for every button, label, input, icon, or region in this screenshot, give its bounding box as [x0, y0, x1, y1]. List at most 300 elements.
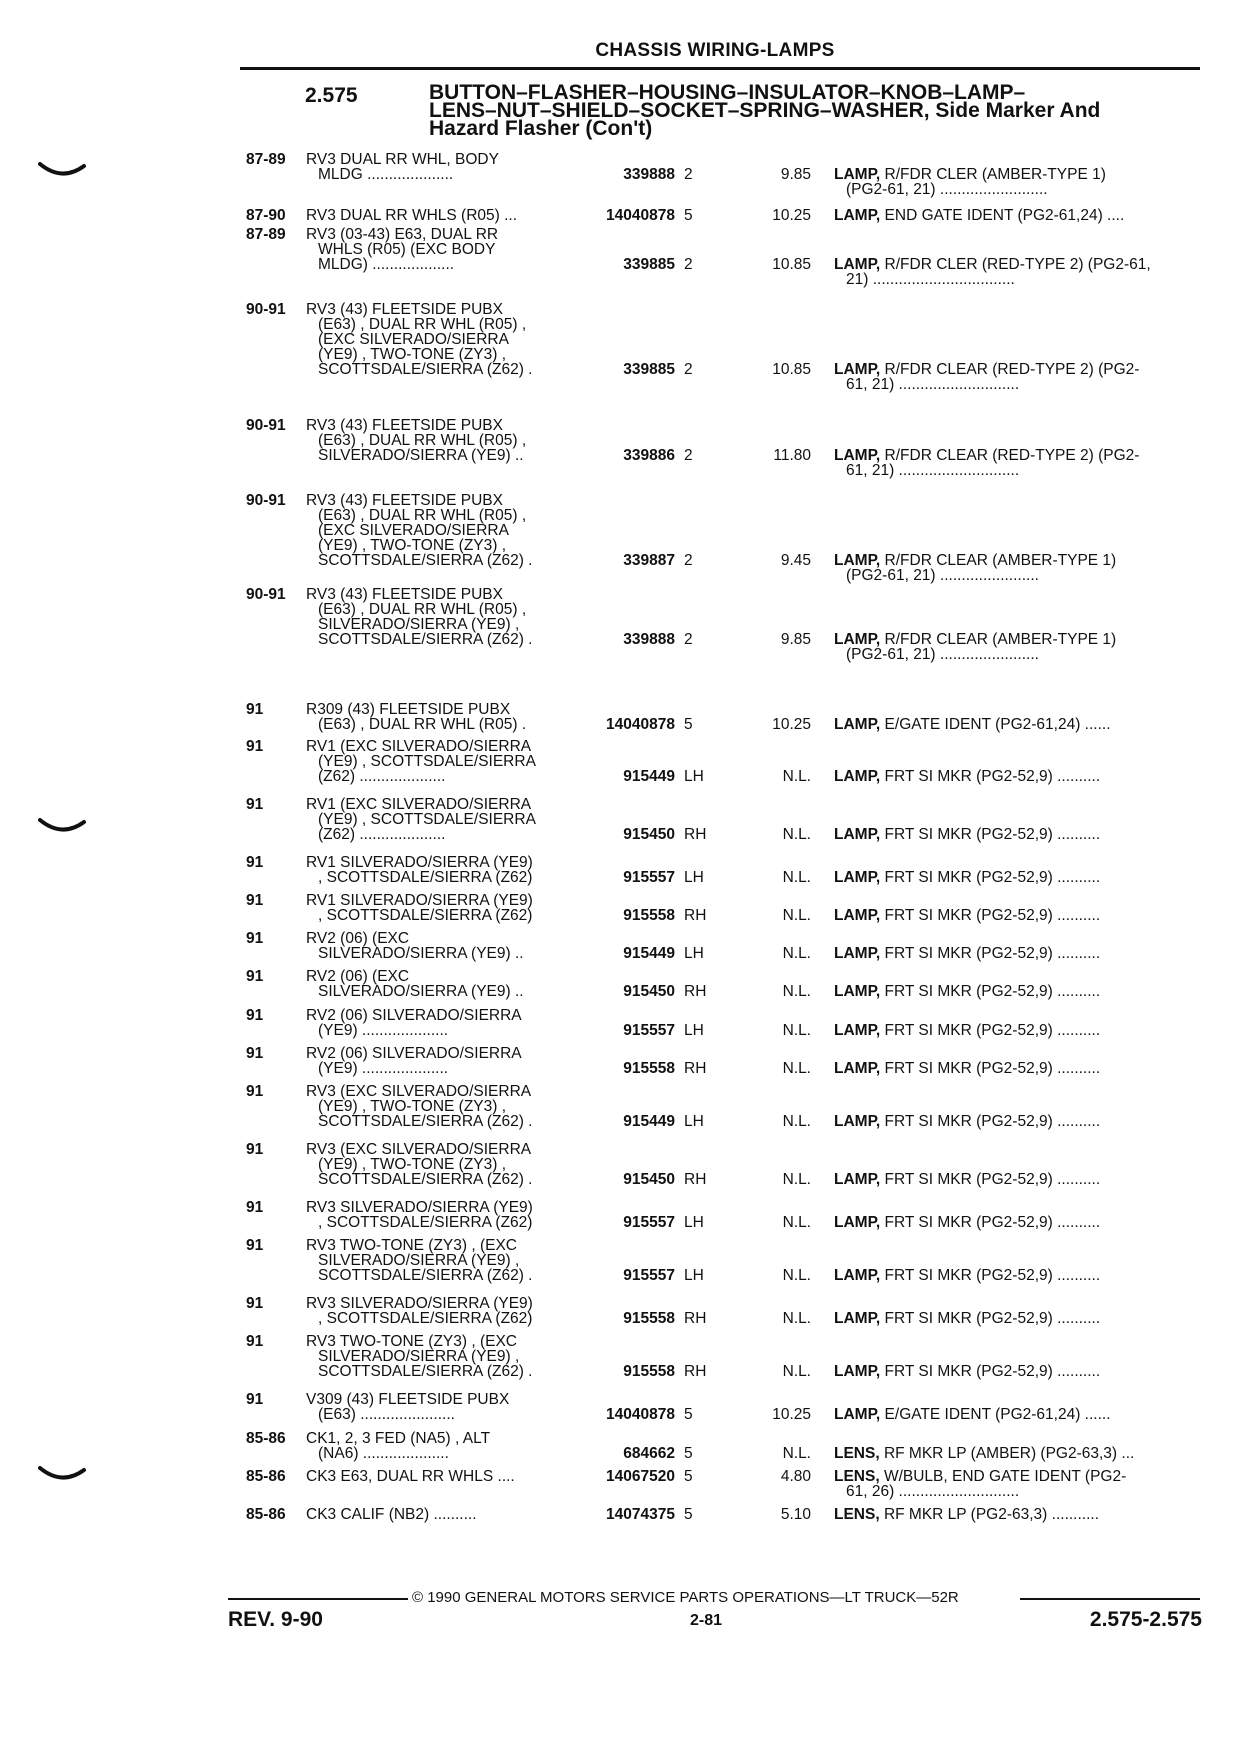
model-year: 91	[246, 1333, 264, 1350]
part-name	[834, 946, 1198, 961]
part-name-text: R/FDR CLER (AMBER-TYPE 1)	[884, 166, 1106, 183]
part-name-line: 21) .................................	[846, 271, 1015, 288]
description-line: (EXC SILVERADO/SIERRA	[318, 522, 509, 539]
part-number: 14040878	[606, 716, 675, 733]
description-line: (E63) , DUAL RR WHL (R05) .	[318, 716, 527, 733]
price: 9.85	[780, 631, 811, 648]
description-line: MLDG ....................	[318, 166, 454, 183]
part-name-text: FRT SI MKR (PG2-52,9) ..........	[884, 826, 1101, 843]
part-name-line	[834, 1407, 1198, 1422]
price: 5.10	[780, 1506, 811, 1523]
description-line: (YE9) , TWO-TONE (ZY3) ,	[318, 346, 507, 363]
quantity: LH	[684, 768, 704, 785]
quantity: RH	[684, 1363, 707, 1380]
part-name-keyword: LAMP,	[834, 1267, 881, 1284]
part-name-line	[834, 827, 1198, 842]
part-name-text: FRT SI MKR (PG2-52,9) ..........	[884, 1060, 1101, 1077]
part-name-keyword: LAMP,	[834, 361, 881, 378]
price: 10.85	[772, 256, 811, 273]
part-name-text: E/GATE IDENT (PG2-61,24) ......	[884, 1406, 1111, 1423]
application-description	[306, 855, 574, 885]
model-year: 91	[246, 1237, 264, 1254]
description-line: (E63) , DUAL RR WHL (R05) ,	[318, 316, 527, 333]
model-year: 90-91	[246, 301, 286, 318]
part-name-text: RF MKR LP (AMBER) (PG2-63,3) ...	[883, 1445, 1135, 1462]
application-description	[306, 797, 574, 842]
part-name-text: FRT SI MKR (PG2-52,9) ..........	[884, 1113, 1101, 1130]
part-name-line	[834, 448, 1198, 463]
model-year: 91	[246, 930, 264, 947]
application-description	[306, 1507, 574, 1522]
description-line: RV1 (EXC SILVERADO/SIERRA	[306, 796, 532, 813]
quantity: 2	[684, 361, 693, 378]
part-name-keyword: LAMP,	[834, 447, 881, 464]
price: N.L.	[782, 907, 811, 924]
part-name-text: FRT SI MKR (PG2-52,9) ..........	[884, 1267, 1101, 1284]
description-line: (E63) , DUAL RR WHL (R05) ,	[318, 507, 527, 524]
part-name	[834, 717, 1198, 732]
description-line: SILVERADO/SIERRA (YE9) ,	[318, 616, 520, 633]
description-line: R309 (43) FLEETSIDE PUBX	[306, 701, 511, 718]
quantity: 5	[684, 1506, 693, 1523]
quantity: RH	[684, 826, 707, 843]
model-year: 91	[246, 1295, 264, 1312]
model-year: 91	[246, 701, 264, 718]
price: 10.85	[772, 361, 811, 378]
description-line: RV2 (06) (EXC	[306, 968, 410, 985]
part-name-text: FRT SI MKR (PG2-52,9) ..........	[884, 1310, 1101, 1327]
part-name	[834, 1215, 1198, 1230]
application-description	[306, 1392, 574, 1422]
application-description	[306, 418, 574, 463]
footer-section-range: 2.575-2.575	[1089, 1608, 1202, 1631]
part-name-line: 61, 26) ............................	[846, 1483, 1020, 1500]
hole-punch-mark	[38, 162, 86, 178]
part-name-line	[834, 1507, 1198, 1522]
part-name-keyword: LAMP,	[834, 1171, 881, 1188]
part-name-line	[834, 1446, 1198, 1461]
part-number: 339886	[623, 447, 675, 464]
application-description	[306, 208, 574, 223]
part-name-keyword: LAMP,	[834, 869, 881, 886]
application-description	[306, 739, 574, 784]
price: N.L.	[782, 945, 811, 962]
part-name-text: R/FDR CLER (RED-TYPE 2) (PG2-61,	[884, 256, 1151, 273]
application-description	[306, 1046, 574, 1076]
part-name-text: R/FDR CLEAR (AMBER-TYPE 1)	[884, 631, 1117, 648]
part-name-keyword: LENS,	[834, 1506, 880, 1523]
description-line: SILVERADO/SIERRA (YE9) ..	[318, 945, 524, 962]
quantity: RH	[684, 1060, 707, 1077]
part-name-line	[834, 769, 1198, 784]
part-name	[834, 1507, 1198, 1522]
model-year: 87-89	[246, 226, 286, 243]
price: N.L.	[782, 1060, 811, 1077]
description-line: RV3 TWO-TONE (ZY3) , (EXC	[306, 1333, 517, 1350]
model-year: 85-86	[246, 1468, 286, 1485]
part-name-line	[834, 984, 1198, 999]
part-name	[834, 827, 1198, 842]
part-name-line	[834, 1469, 1198, 1484]
quantity: 2	[684, 166, 693, 183]
quantity: RH	[684, 907, 707, 924]
part-number: 915557	[623, 1267, 675, 1284]
description-line: SILVERADO/SIERRA (YE9) ,	[318, 1348, 520, 1365]
description-line: (YE9) , TWO-TONE (ZY3) ,	[318, 537, 507, 554]
hole-punch-mark	[38, 1466, 86, 1482]
part-name	[834, 553, 1198, 583]
footer-rule-right	[1020, 1598, 1200, 1600]
description-line: SCOTTSDALE/SIERRA (Z62) .	[318, 1363, 533, 1380]
description-line: (Z62) ....................	[318, 768, 446, 785]
description-line: CK1, 2, 3 FED (NA5) , ALT	[306, 1430, 491, 1447]
quantity: 5	[684, 1445, 693, 1462]
description-line: RV1 SILVERADO/SIERRA (YE9)	[306, 854, 533, 871]
footer-page-number: 2-81	[690, 1612, 723, 1629]
part-name-text: FRT SI MKR (PG2-52,9) ..........	[884, 1214, 1101, 1231]
price: 10.25	[772, 207, 811, 224]
description-line: (E63) , DUAL RR WHL (R05) ,	[318, 601, 527, 618]
part-name	[834, 1446, 1198, 1461]
part-number: 915557	[623, 869, 675, 886]
part-name-keyword: LAMP,	[834, 945, 881, 962]
description-line: RV1 SILVERADO/SIERRA (YE9)	[306, 892, 533, 909]
model-year: 91	[246, 1083, 264, 1100]
part-name-keyword: LAMP,	[834, 1022, 881, 1039]
part-name	[834, 448, 1198, 478]
application-description	[306, 1296, 574, 1326]
description-line: (EXC SILVERADO/SIERRA	[318, 331, 509, 348]
part-number: 915450	[623, 1171, 675, 1188]
description-line: WHLS (R05) (EXC BODY	[318, 241, 496, 258]
part-name-keyword: LAMP,	[834, 1363, 881, 1380]
footer-rule-left	[228, 1598, 408, 1600]
part-name	[834, 167, 1198, 197]
part-name-line	[834, 1215, 1198, 1230]
part-name	[834, 632, 1198, 662]
quantity: 2	[684, 631, 693, 648]
part-name-keyword: LAMP,	[834, 826, 881, 843]
description-line: (E63) ......................	[318, 1406, 455, 1423]
model-year: 91	[246, 1141, 264, 1158]
part-number: 915450	[623, 826, 675, 843]
part-name-text: FRT SI MKR (PG2-52,9) ..........	[884, 983, 1101, 1000]
part-name	[834, 1023, 1198, 1038]
part-number: 14074375	[606, 1506, 675, 1523]
part-name-line	[834, 632, 1198, 647]
quantity: RH	[684, 983, 707, 1000]
part-name	[834, 1172, 1198, 1187]
price: N.L.	[782, 1363, 811, 1380]
part-number: 915450	[623, 983, 675, 1000]
part-number: 915557	[623, 1214, 675, 1231]
price: N.L.	[782, 1445, 811, 1462]
model-year: 91	[246, 1391, 264, 1408]
part-name-line: (PG2-61, 21) .........................	[846, 181, 1048, 198]
part-name-keyword: LENS,	[834, 1445, 880, 1462]
description-line: (E63) , DUAL RR WHL (R05) ,	[318, 432, 527, 449]
part-number: 339887	[623, 552, 675, 569]
part-name-line	[834, 946, 1198, 961]
quantity: 5	[684, 1468, 693, 1485]
part-name-line	[834, 870, 1198, 885]
part-name-line	[834, 1061, 1198, 1076]
part-number: 339885	[623, 256, 675, 273]
description-line: (NA6) ....................	[318, 1445, 449, 1462]
price: 11.80	[773, 447, 811, 464]
quantity: LH	[684, 1113, 704, 1130]
part-name	[834, 1469, 1198, 1499]
description-line: SILVERADO/SIERRA (YE9) ..	[318, 447, 524, 464]
quantity: RH	[684, 1310, 707, 1327]
description-line: , SCOTTSDALE/SIERRA (Z62)	[318, 1310, 533, 1327]
part-name	[834, 1311, 1198, 1326]
description-line: CK3 E63, DUAL RR WHLS ....	[306, 1468, 515, 1485]
part-name-line	[834, 1114, 1198, 1129]
part-name-text: END GATE IDENT (PG2-61,24) ....	[884, 207, 1125, 224]
description-line: RV3 SILVERADO/SIERRA (YE9)	[306, 1295, 533, 1312]
part-name-line	[834, 717, 1198, 732]
description-line: RV1 (EXC SILVERADO/SIERRA	[306, 738, 532, 755]
part-name-keyword: LAMP,	[834, 716, 881, 733]
description-line: RV3 TWO-TONE (ZY3) , (EXC	[306, 1237, 517, 1254]
description-line: RV3 (43) FLEETSIDE PUBX	[306, 586, 503, 603]
model-year: 91	[246, 1045, 264, 1062]
part-name-text: E/GATE IDENT (PG2-61,24) ......	[884, 716, 1111, 733]
part-name-keyword: LAMP,	[834, 166, 881, 183]
price: N.L.	[782, 983, 811, 1000]
part-name-keyword: LAMP,	[834, 1214, 881, 1231]
description-line: (YE9) , TWO-TONE (ZY3) ,	[318, 1156, 507, 1173]
description-line: RV3 (EXC SILVERADO/SIERRA	[306, 1083, 532, 1100]
description-line: RV2 (06) SILVERADO/SIERRA	[306, 1007, 522, 1024]
part-number: 339888	[623, 631, 675, 648]
model-year: 91	[246, 796, 264, 813]
description-line: (Z62) ....................	[318, 826, 446, 843]
price: N.L.	[782, 1214, 811, 1231]
model-year: 91	[246, 854, 264, 871]
description-line: RV2 (06) (EXC	[306, 930, 410, 947]
description-line: RV3 (03-43) E63, DUAL RR	[306, 226, 499, 243]
part-name	[834, 870, 1198, 885]
model-year: 91	[246, 1007, 264, 1024]
part-number: 339885	[623, 361, 675, 378]
part-name-line	[834, 1311, 1198, 1326]
quantity: 5	[684, 716, 693, 733]
description-line: , SCOTTSDALE/SIERRA (Z62)	[318, 1214, 533, 1231]
quantity: LH	[684, 945, 704, 962]
description-line: SILVERADO/SIERRA (YE9) ,	[318, 1252, 520, 1269]
description-line: (YE9) ....................	[318, 1022, 449, 1039]
application-description	[306, 1334, 574, 1379]
part-name-line	[834, 167, 1198, 182]
part-name	[834, 1114, 1198, 1129]
part-number: 915558	[623, 1060, 675, 1077]
part-name-line	[834, 908, 1198, 923]
description-line: RV3 (43) FLEETSIDE PUBX	[306, 492, 503, 509]
quantity: LH	[684, 1022, 704, 1039]
application-description	[306, 1084, 574, 1129]
price: 9.45	[780, 552, 811, 569]
part-name-keyword: LAMP,	[834, 207, 881, 224]
part-number: 915449	[623, 945, 675, 962]
part-name-line: (PG2-61, 21) .......................	[846, 567, 1039, 584]
price: N.L.	[782, 1171, 811, 1188]
price: N.L.	[782, 826, 811, 843]
part-name-line	[834, 1268, 1198, 1283]
price: N.L.	[782, 1022, 811, 1039]
part-name	[834, 1061, 1198, 1076]
application-description	[306, 702, 574, 732]
part-name-line: (PG2-61, 21) .......................	[846, 646, 1039, 663]
application-description	[306, 931, 574, 961]
model-year: 87-89	[246, 151, 286, 168]
application-description	[306, 302, 574, 377]
description-line: (YE9) ....................	[318, 1060, 449, 1077]
part-name-line	[834, 553, 1198, 568]
part-number: 14040878	[606, 1406, 675, 1423]
description-line: CK3 CALIF (NB2) ..........	[306, 1506, 477, 1523]
description-line: (YE9) , SCOTTSDALE/SIERRA	[318, 811, 536, 828]
part-name-line	[834, 257, 1198, 272]
description-line: RV2 (06) SILVERADO/SIERRA	[306, 1045, 522, 1062]
quantity: 2	[684, 256, 693, 273]
part-name-keyword: LAMP,	[834, 1310, 881, 1327]
part-name-text: FRT SI MKR (PG2-52,9) ..........	[884, 1171, 1101, 1188]
description-line: RV3 (43) FLEETSIDE PUBX	[306, 417, 503, 434]
price: N.L.	[782, 869, 811, 886]
part-name-keyword: LENS,	[834, 1468, 880, 1485]
part-name	[834, 1407, 1198, 1422]
quantity: 5	[684, 1406, 693, 1423]
description-line: SCOTTSDALE/SIERRA (Z62) .	[318, 1113, 533, 1130]
part-name	[834, 208, 1198, 223]
application-description	[306, 1238, 574, 1283]
part-name-line	[834, 362, 1198, 377]
part-name	[834, 769, 1198, 784]
model-year: 90-91	[246, 586, 286, 603]
price: 9.85	[780, 166, 811, 183]
application-description	[306, 227, 574, 272]
part-name-text: FRT SI MKR (PG2-52,9) ..........	[884, 1363, 1101, 1380]
quantity: LH	[684, 1214, 704, 1231]
part-name-keyword: LAMP,	[834, 1060, 881, 1077]
part-name-text: R/FDR CLEAR (RED-TYPE 2) (PG2-	[884, 361, 1140, 378]
quantity: RH	[684, 1171, 707, 1188]
part-name	[834, 362, 1198, 392]
part-number: 915558	[623, 907, 675, 924]
section-title-line: LENS–NUT–SHIELD–SOCKET–SPRING–WASHER, Side Marker And	[429, 99, 1101, 122]
part-number: 915449	[623, 768, 675, 785]
part-number: 684662	[623, 1445, 675, 1462]
part-name-keyword: LAMP,	[834, 256, 881, 273]
description-line: V309 (43) FLEETSIDE PUBX	[306, 1391, 510, 1408]
description-line: SCOTTSDALE/SIERRA (Z62) .	[318, 1267, 533, 1284]
price: N.L.	[782, 1113, 811, 1130]
application-description	[306, 1008, 574, 1038]
quantity: 2	[684, 552, 693, 569]
part-number: 14067520	[606, 1468, 675, 1485]
part-name-text: RF MKR LP (PG2-63,3) ...........	[883, 1506, 1100, 1523]
application-description	[306, 969, 574, 999]
part-name-keyword: LAMP,	[834, 552, 881, 569]
part-name-line: 61, 21) ............................	[846, 376, 1020, 393]
application-description	[306, 587, 574, 647]
description-line: SCOTTSDALE/SIERRA (Z62) .	[318, 361, 533, 378]
part-name-keyword: LAMP,	[834, 768, 881, 785]
description-line: RV3 DUAL RR WHL, BODY	[306, 151, 499, 168]
quantity: 2	[684, 447, 693, 464]
part-name-text: FRT SI MKR (PG2-52,9) ..........	[884, 869, 1101, 886]
part-name-line: 61, 21) ............................	[846, 462, 1020, 479]
application-description	[306, 493, 574, 568]
quantity: 5	[684, 207, 693, 224]
part-name	[834, 1364, 1198, 1379]
price: N.L.	[782, 1310, 811, 1327]
part-name-line	[834, 1364, 1198, 1379]
description-line: (YE9) , TWO-TONE (ZY3) ,	[318, 1098, 507, 1115]
model-year: 90-91	[246, 492, 286, 509]
price: N.L.	[782, 1267, 811, 1284]
description-line: SCOTTSDALE/SIERRA (Z62) .	[318, 1171, 533, 1188]
description-line: RV3 (43) FLEETSIDE PUBX	[306, 301, 503, 318]
part-name-line	[834, 1172, 1198, 1187]
footer-revision: REV. 9-90	[228, 1608, 323, 1631]
description-line: SILVERADO/SIERRA (YE9) ..	[318, 983, 524, 1000]
part-name-text: FRT SI MKR (PG2-52,9) ..........	[884, 1022, 1101, 1039]
application-description	[306, 152, 574, 182]
part-number: 339888	[623, 166, 675, 183]
part-name-text: W/BULB, END GATE IDENT (PG2-	[883, 1468, 1127, 1485]
part-number: 14040878	[606, 207, 675, 224]
description-line: RV3 (EXC SILVERADO/SIERRA	[306, 1141, 532, 1158]
part-name-keyword: LAMP,	[834, 631, 881, 648]
description-line: SCOTTSDALE/SIERRA (Z62) .	[318, 631, 533, 648]
part-name-keyword: LAMP,	[834, 907, 881, 924]
part-name-text: R/FDR CLEAR (AMBER-TYPE 1)	[884, 552, 1117, 569]
section-title-line: BUTTON–FLASHER–HOUSING–INSULATOR–KNOB–LAMP–	[429, 81, 1026, 104]
part-name-keyword: LAMP,	[834, 1406, 881, 1423]
description-line: RV3 SILVERADO/SIERRA (YE9)	[306, 1199, 533, 1216]
price: 10.25	[772, 716, 811, 733]
part-name	[834, 984, 1198, 999]
part-name-text: R/FDR CLEAR (RED-TYPE 2) (PG2-	[884, 447, 1140, 464]
price: N.L.	[782, 768, 811, 785]
part-number: 915558	[623, 1310, 675, 1327]
model-year: 87-90	[246, 207, 286, 224]
page-title: CHASSIS WIRING-LAMPS	[595, 40, 835, 61]
part-name-text: FRT SI MKR (PG2-52,9) ..........	[884, 768, 1101, 785]
price: 10.25	[772, 1406, 811, 1423]
part-number: 915557	[623, 1022, 675, 1039]
part-name-text: FRT SI MKR (PG2-52,9) ..........	[884, 907, 1101, 924]
part-name	[834, 257, 1198, 287]
application-description	[306, 1469, 574, 1484]
price: 4.80	[780, 1468, 811, 1485]
part-name	[834, 908, 1198, 923]
model-year: 91	[246, 1199, 264, 1216]
description-line: SCOTTSDALE/SIERRA (Z62) .	[318, 552, 533, 569]
description-line: RV3 DUAL RR WHLS (R05) ...	[306, 207, 518, 224]
application-description	[306, 1142, 574, 1187]
footer-copyright: © 1990 GENERAL MOTORS SERVICE PARTS OPERATIONS—LT TRUCK—52R	[412, 1589, 959, 1606]
model-year: 85-86	[246, 1430, 286, 1447]
description-line: (YE9) , SCOTTSDALE/SIERRA	[318, 753, 536, 770]
application-description	[306, 893, 574, 923]
hole-punch-mark	[38, 818, 86, 834]
model-year: 90-91	[246, 417, 286, 434]
part-name-text: FRT SI MKR (PG2-52,9) ..........	[884, 945, 1101, 962]
